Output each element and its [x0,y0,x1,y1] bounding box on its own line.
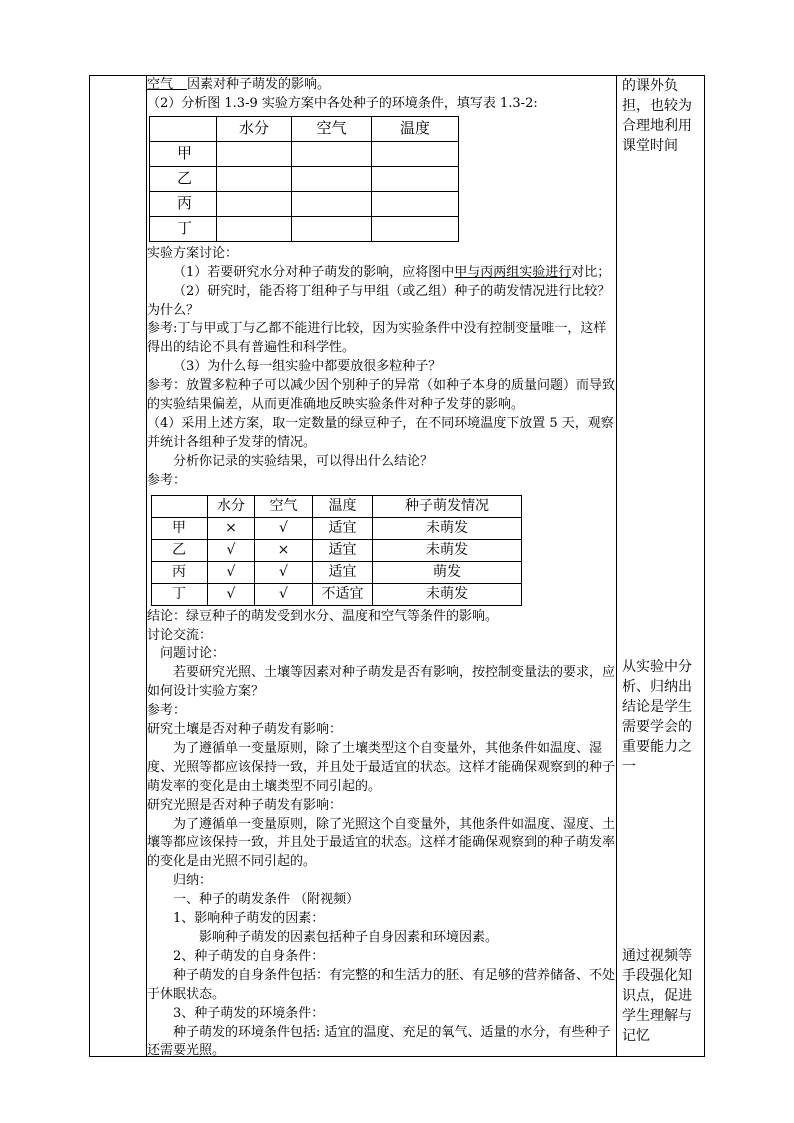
reference-label: 参考： [147,472,187,488]
soil-title: 研究土壤是否对种子萌发有影响： [147,722,343,738]
summary-title: 归纳： [173,873,213,889]
table-row: 甲 [150,141,459,166]
instruction-2: （2）分析图 1.3-9 实验方案中各处种子的环境条件，填写表 1.3-2: [147,95,538,111]
exchange-title: 讨论交流： [147,627,213,643]
reference-label: 参考： [147,703,187,719]
table-header: 水分 [217,116,292,141]
side-note: 从实验中分析、归纳出结论是学生需要学会的重要能力之一 [622,659,692,775]
answer-2: 参考:丁与甲或丁与乙都不能进行比较，因为实验条件中没有控制变量唯一，这样得出的结论不具有普遍性和科学性。 [147,321,607,356]
subsection-text: 影响种子萌发的因素包括种子自身因素和环境因素。 [199,930,499,945]
main-content [147,76,617,1061]
result-table [151,495,522,606]
table-row: 甲 × √ 适宜 未萌发 [152,517,522,539]
table-header: 温度 [372,116,459,141]
question-1: （1）若要研究水分对种子萌发的影响，应将图中甲与丙两组实验进行对比； [173,264,611,280]
table-header-blank [152,495,208,517]
table-header: 空气 [255,495,313,517]
line-factor: 空气 因素对种子萌发的影响。 [147,77,331,92]
analyze-prompt: 分析你记录的实验结果，可以得出什么结论？ [173,453,434,469]
subsection-heading: 2、种子萌发的自身条件： [173,948,325,964]
table-row: 丙 [150,191,459,216]
subsection-heading: 3、种子萌发的环境条件： [173,1005,325,1021]
issue-title: 问题讨论： [160,646,226,662]
answer-3: 参考：放置多粒种子可以减少因个别种子的异常（如种子本身的质量问题）而导致的实验结果偏差，从而更准确地反映实验条件对种子发芽的影响。 [147,378,616,413]
table-header: 温度 [313,495,373,517]
question-3: （3）为什么每一组实验中都要放很多粒种子？ [173,359,442,375]
discussion-title: 实验方案讨论： [147,245,239,261]
table-header: 水分 [208,495,255,517]
question-2: （2）研究时，能否将丁组种子与甲组（或乙组）种子的萌发情况进行比较？为什么？ [147,283,611,318]
subsection-text: 种子萌发的环境条件包括: 适宜的温度、充足的氧气、适量的水分，有些种子还需要光照。 [147,1024,611,1059]
table-row: 丙 √ √ 适宜 萌发 [152,561,522,583]
section-heading: 一、种子的萌发条件 （附视频） [173,892,360,908]
table-row: 丁 [150,216,459,241]
light-text: 为了遵循单一变量原则，除了光照这个自变量外，其他条件如温度、湿度、土壤等都应该保持一致，并且处于最适宜的状态。这样才能确保观察到的种子萌发率的变化是由光照不同引起的。 [147,816,616,870]
side-note: 通过视频等手段强化知识点，促进学生理解与记忆 [622,948,692,1044]
soil-text: 为了遵循单一变量原则，除了土壤类型这个自变量外，其他条件如温度、湿度、光照等都应该保持一致，并且处于最适宜的状态。这样才能确保观察到的种子萌发率的变化是由土壤类型不同引起的。 [147,740,616,794]
table-row: 丁 √ √ 不适宜 未萌发 [152,583,522,605]
table-row: 乙 √ × 适宜 未萌发 [152,539,522,561]
table-header: 种子萌发情况 [373,495,522,517]
table-header-blank [150,116,217,141]
side-note: 的课外负担，也较为合理地利用课堂时间 [622,78,692,154]
light-title: 研究光照是否对种子萌发有影响： [147,797,343,813]
table-header: 空气 [292,116,372,141]
issue-question: 若要研究光照、土壤等因素对种子萌发是否有影响，按控制变量法的要求，应如何设计实验方案？ [147,665,616,700]
fill-table [149,116,459,242]
subsection-heading: 1、影响种子萌发的因素： [173,911,325,927]
question-4: （4）采用上述方案，取一定数量的绿豆种子，在不同环境温度下放置 5 天，观察并统计各组种子发芽的情况。 [147,415,614,450]
subsection-text: 种子萌发的自身条件包括：有完整的和生活力的胚、有足够的营养储备、不处于休眠状态。 [147,967,616,1002]
table-row: 乙 [150,166,459,191]
conclusion: 结论：绿豆种子的萌发受到水分、温度和空气等条件的影响。 [147,608,499,624]
